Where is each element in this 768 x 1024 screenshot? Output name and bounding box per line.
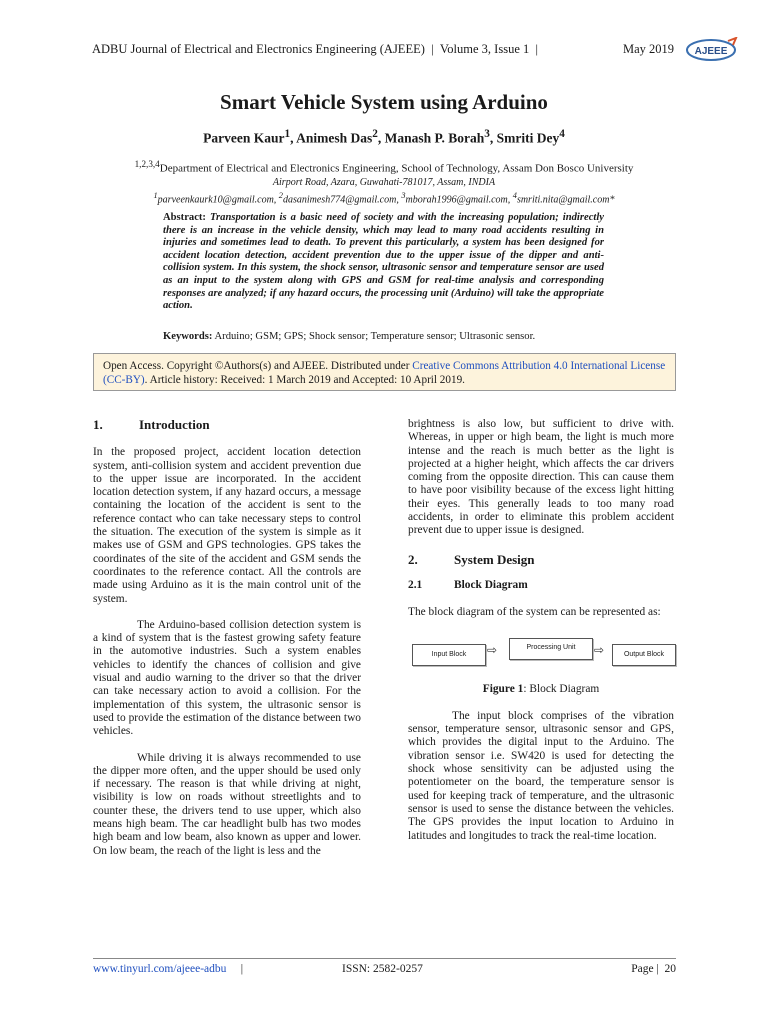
issn: ISSN: 2582-0257	[342, 963, 423, 975]
email[interactable]: dasanimesh774@gmail.com,	[282, 193, 402, 205]
journal-url[interactable]	[93, 963, 243, 975]
email[interactable]: smriti.nita@gmail.com*	[516, 193, 615, 205]
author-sup: 3	[484, 128, 490, 140]
page-number	[631, 963, 676, 975]
journal-line	[92, 42, 538, 57]
journal-url-text[interactable]: www.tinyurl.com/ajeee-adbu	[93, 963, 227, 975]
section-title: Introduction	[139, 417, 210, 432]
license-link[interactable]: Creative Commons Attribution 4.0 International License (CC-BY)	[103, 360, 666, 386]
paragraph: The block diagram of the system can be represented as:	[408, 606, 661, 619]
page-number-value: 20	[664, 963, 676, 975]
header-separator: |	[431, 42, 434, 56]
author-sup: 4	[559, 128, 565, 140]
subsection-title: Block Diagram	[454, 578, 528, 591]
author-emails	[0, 189, 768, 206]
affiliation	[0, 158, 768, 206]
logo-text: AJEEE	[694, 46, 728, 57]
email[interactable]: parveenkaurk10@gmail.com,	[157, 193, 279, 205]
email-sup: 4	[512, 190, 517, 200]
paragraph: The input block comprises of the vibration sensor, temperature sensor, ultrasonic sensor and GPS, which provides the digital input to the Arduino. The vibration sensor i.e. SW420 is used for detecting the shock whose sensitivity can be adjusted using the potentiometer on the board, the temperature sensor is used for keeping track of temperature, and the ultrasonic sensor is used to sense the distance between the vehicles. The GPS provides the input location to Arduino in latitudes and longitudes to track the real-time location.	[408, 709, 674, 842]
output-block: Output Block	[612, 644, 676, 666]
paragraph: In the proposed project, accident location detection system, anti-collision system and accident prevention due to the upper issue are incorporated. In the accident location detection system, if any hazard occurs, a message containing the location of the accident is sent to the reference contact who can take necessary steps to control the situation. The execution of the system is simple as it makes use of GSM and GPS technologies. GPS takes the coordinates of the site of the accident and GSM sends the coordinates to the reference contact. All the controls are made using Arduino as it is the main control unit of the system.	[93, 446, 361, 605]
department-text: Department of Electrical and Electronics Engineering, School of Technology, Assam Don Bosco University	[159, 162, 634, 175]
processing-unit-block: Processing Unit	[509, 638, 593, 660]
abstract	[163, 212, 604, 313]
abstract-label: Abstract:	[163, 212, 206, 223]
author-name: Animesh Das	[296, 130, 373, 146]
arrow-right-icon: ⇨	[594, 642, 605, 657]
author-list: Parveen Kaur$^1$, Animesh Das$^2$, Manash P. Borah$^3$, Smriti Dey$^4$	[203, 128, 565, 146]
keywords	[163, 331, 604, 342]
author-name: Parveen Kaur	[203, 130, 285, 146]
affiliation-sup: 1,2,3,4	[134, 159, 160, 169]
keywords-label: Keywords:	[163, 331, 213, 342]
footer-divider	[93, 958, 676, 959]
figure-label: Figure 1	[482, 682, 524, 695]
section-number: 2.	[408, 551, 418, 567]
page-label: Page |	[631, 963, 659, 975]
section-heading-introduction	[93, 418, 361, 431]
page-footer	[93, 963, 676, 979]
running-header	[92, 42, 742, 62]
figure-caption	[408, 683, 674, 696]
email-sup: 1	[153, 190, 158, 200]
oa-history: . Article history: Received: 1 March 2019 and Accepted: 10 April 2019.	[144, 374, 465, 386]
paper-title: Smart Vehicle System using Arduino	[220, 90, 548, 114]
journal-logo	[684, 37, 740, 63]
header-separator-2: |	[535, 42, 539, 56]
subsection-heading-block-diagram	[408, 579, 674, 592]
author-sup: 2	[372, 128, 378, 140]
paragraph: The Arduino-based collision detection system is a kind of system that is the fastest growing safety feature in the automotive industries. Such a system enables vehicles to identify the chances of collision and give visual and audio warning to the driver so that the driver can take necessary action to avoid a collision. For the implementation of this system, the ultrasonic sensor is used to provide the estimation of the distance between two vehicles.	[93, 618, 361, 738]
right-column	[408, 418, 674, 843]
oa-text: Open Access. Copyright ©Authors(s) and AJEEE. Distributed under	[103, 360, 413, 372]
affiliation-address: Airport Road, Azara, Guwahati-781017, Assam, INDIA	[272, 176, 496, 188]
left-column	[93, 418, 361, 858]
arrow-right-icon: ⇨	[487, 642, 498, 657]
input-block: Input Block	[412, 644, 486, 666]
keywords-text: Arduino; GSM; GPS; Shock sensor; Temperature sensor; Ultrasonic sensor.	[214, 331, 536, 342]
footer-separator: |	[240, 963, 244, 975]
affiliation-department	[0, 158, 768, 176]
issue-date: May 2019	[623, 42, 675, 56]
section-title: System Design	[454, 551, 535, 567]
author-sup: 1	[284, 128, 291, 140]
volume-issue: Volume 3, Issue 1	[439, 42, 530, 56]
abstract-text: Transportation is a basic need of society and with the increasing population; indirectly there is an increase in the vehicle density, which may lead to many road accidents resulting in injuries and sometimes lead to death. To prevent this particularly, a system has been designed for accident location detection, accident prevention due to the upper issue of the dipper and anti-collision system. In this system, the shock sensor, ultrasonic sensor and temperature sensor are used as an input to the system along with GPS and GSM for real-time analysis and corresponding responses are analyzed; if any hazard occurs, the processing unit (Arduino) will take the appropriate action.	[163, 212, 604, 312]
author-name: Smriti Dey	[496, 130, 560, 146]
email-sup: 2	[278, 190, 283, 200]
paragraph: While driving it is always recommended to use the dipper more often, and the upper should be used only if necessary. The reason is that while driving at night, visibility is low on roads without streetlights and to counter these, the drivers tend to use upper, which also means high beam. The car headlight bulb has two modes high beam and low beam, also known as upper and lower. On low beam, the reach of the light is less and the	[93, 751, 361, 857]
email[interactable]: mborah1996@gmail.com,	[405, 193, 513, 205]
figure-caption-text: : Block Diagram	[523, 682, 600, 695]
section-number: 1.	[93, 417, 103, 432]
journal-name: ADBU Journal of Electrical and Electronics Engineering (AJEEE)	[92, 42, 425, 56]
block-diagram	[408, 634, 674, 670]
author-name: Manash P. Borah	[384, 130, 485, 146]
section-heading-system-design	[408, 553, 674, 566]
open-access-notice	[93, 353, 676, 391]
email-sup: 3	[401, 190, 406, 200]
paragraph: brightness is also low, but sufficient to drive with. Whereas, in upper or high beam, the light is much more intense and the reach is much better as the light is projected at a higher height, which affects the car drivers coming from the opposite direction. This can cause them to have poor visibility because of the excess light hitting their eyes. This generally leads to too many road accidents, in order to eliminate this problem accident prevent due to upper issue is designed.	[408, 418, 674, 537]
subsection-number: 2.1	[408, 578, 423, 591]
